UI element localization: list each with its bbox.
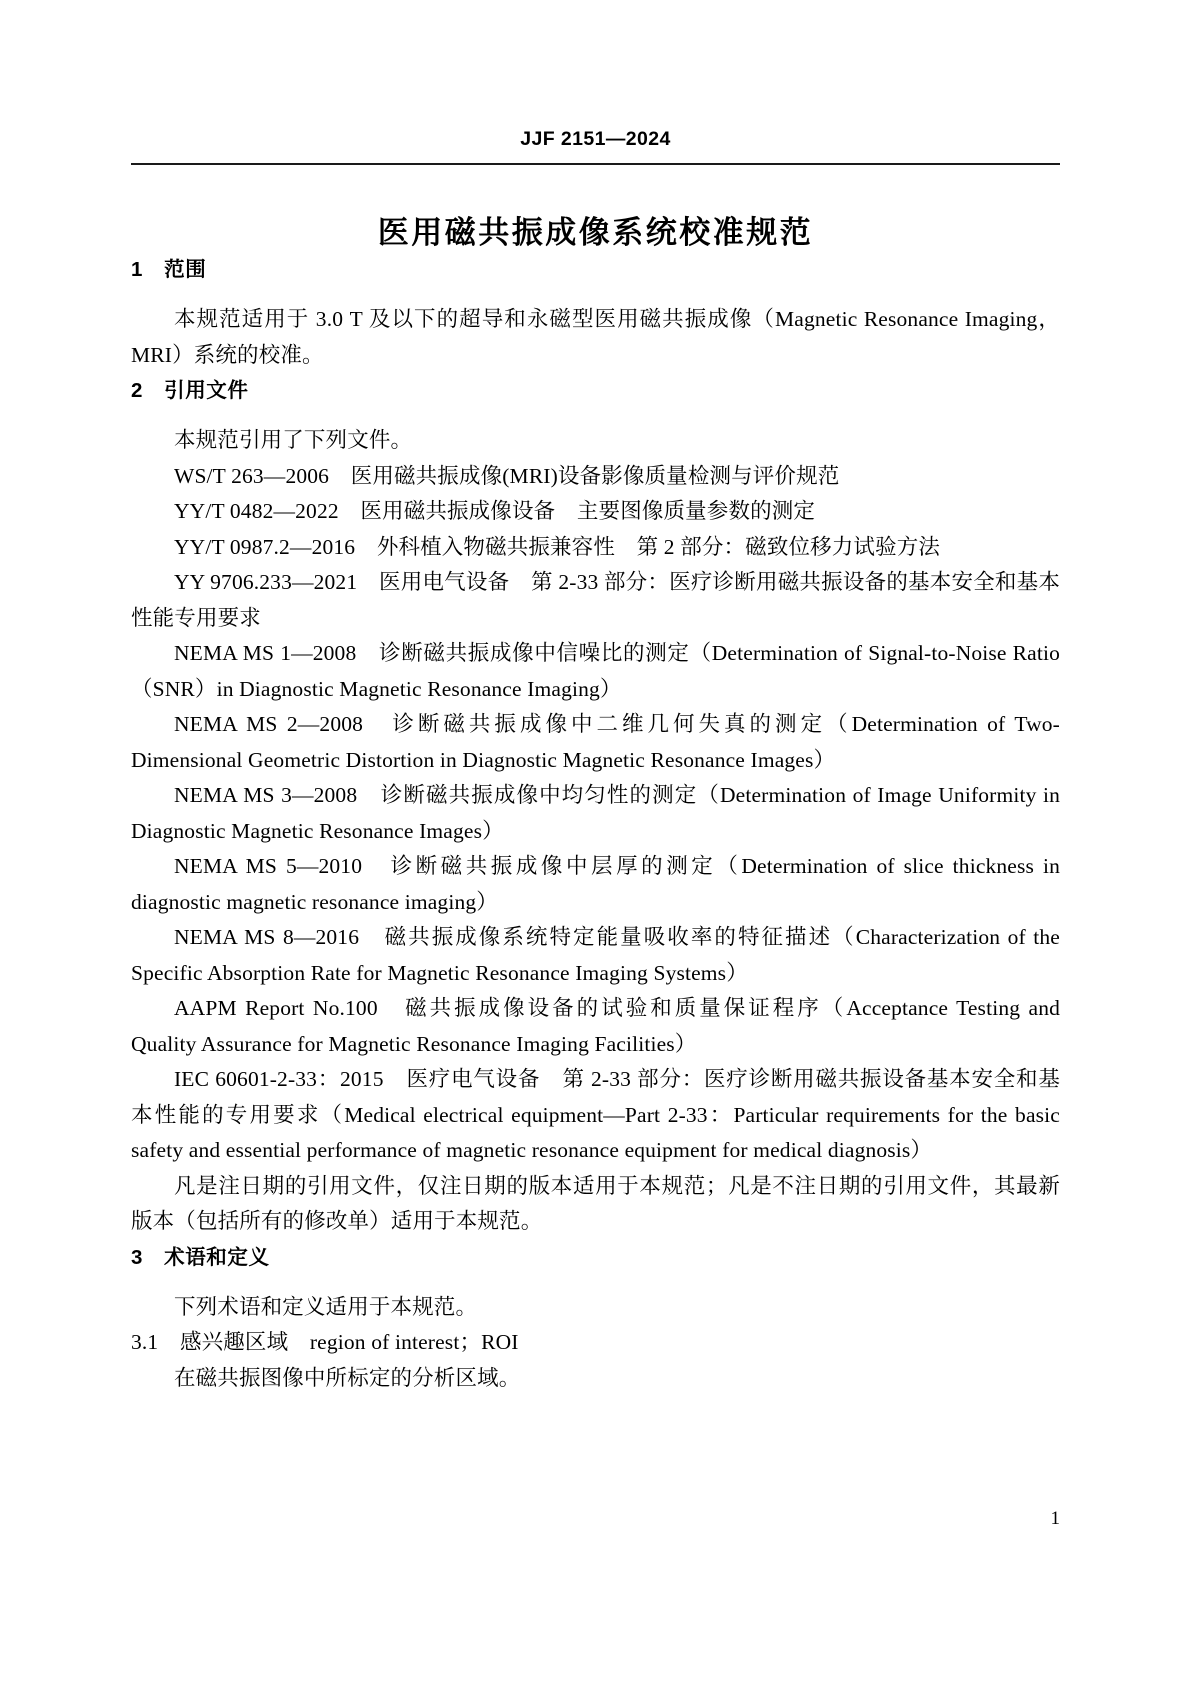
reference-item: YY/T 0987.2—2016 外科植入物磁共振兼容性 第 2 部分：磁致位移力试验方法 [174, 534, 941, 559]
reference-item: NEMA MS 2—2008 诊断磁共振成像中二维几何失真的测定（Determination of Two-Dimensional Geometric Distortion in Diagnostic Magnetic Resonance Images） [131, 712, 1060, 772]
section-2-intro: 本规范引用了下列文件。 [174, 428, 413, 452]
reference-item: NEMA MS 3—2008 诊断磁共振成像中均匀性的测定（Determination of Image Uniformity in Diagnostic Magnetic Resonance Images） [131, 783, 1060, 843]
reference-item: NEMA MS 1—2008 诊断磁共振成像中信噪比的测定（Determination of Signal-to-Noise Ratio（SNR）in Diagnostic Magnetic Resonance Imaging） [131, 641, 1060, 701]
reference-item: YY 9706.233—2021 医用电气设备 第 2-33 部分：医疗诊断用磁共振设备的基本安全和基本性能专用要求 [131, 570, 1060, 630]
page-number: 1 [1050, 1508, 1060, 1529]
section-1-paragraph: 本规范适用于 3.0 T 及以下的超导和永磁型医用磁共振成像（Magnetic Resonance Imaging，MRI）系统的校准。 [131, 307, 1060, 367]
section-heading-2: 2 引用文件 [131, 379, 249, 402]
document-body [131, 190, 1060, 1396]
running-head: JJF 2151—2024 [520, 128, 671, 150]
reference-item: NEMA MS 5—2010 诊断磁共振成像中层厚的测定（Determination of slice thickness in diagnostic magnetic resonance imaging） [131, 854, 1060, 914]
reference-item: YY/T 0482—2022 医用磁共振成像设备 主要图像质量参数的测定 [174, 499, 816, 523]
reference-item: WS/T 263—2006 医用磁共振成像(MRI)设备影像质量检测与评价规范 [174, 463, 840, 488]
reference-item: IEC 60601-2-33：2015 医疗电气设备 第 2-33 部分：医疗诊断用磁共振设备基本安全和基本性能的专用要求（Medical electrical equipment—Part 2-33：Particular requirements for the basic safety and essential performance of magnetic resonance equipment for medical diagnosis） [131, 1067, 1060, 1162]
term-definition-3-1: 在磁共振图像中所标定的分析区域。 [174, 1365, 521, 1390]
section-2-closing: 凡是注日期的引用文件，仅注日期的版本适用于本规范；凡是不注日期的引用文件，其最新版本（包括所有的修改单）适用于本规范。 [131, 1173, 1060, 1233]
reference-item: NEMA MS 8—2016 磁共振成像系统特定能量吸收率的特征描述（Characterization of the Specific Absorption Rate for Magnetic Resonance Imaging Systems） [131, 925, 1060, 985]
reference-item: AAPM Report No.100 磁共振成像设备的试验和质量保证程序（Acceptance Testing and Quality Assurance for Magnetic Resonance Imaging Facilities） [131, 996, 1060, 1056]
header-rule [131, 163, 1060, 165]
term-entry-3-1: 3.1 感兴趣区域 region of interest；ROI [131, 1330, 519, 1354]
section-heading-1: 1 范围 [131, 258, 207, 281]
section-3-intro: 下列术语和定义适用于本规范。 [174, 1294, 478, 1319]
section-heading-3: 3 术语和定义 [131, 1245, 270, 1269]
page-title: 医用磁共振成像系统校准规范 [377, 215, 814, 250]
